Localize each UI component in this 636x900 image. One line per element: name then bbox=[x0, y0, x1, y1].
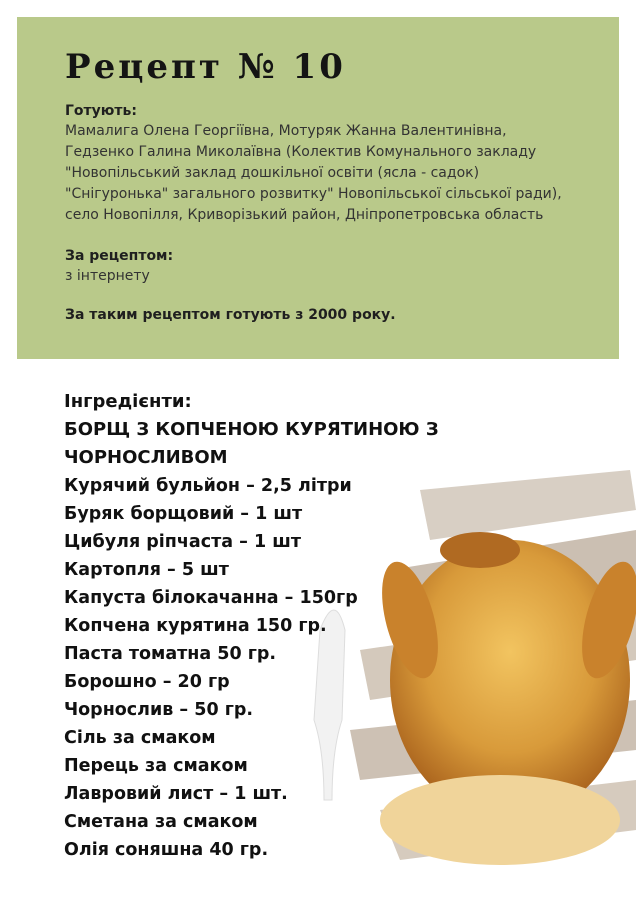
source-text: з інтернету bbox=[65, 268, 150, 284]
ingredient-item: Картопля – 5 шт bbox=[64, 560, 229, 580]
cooks-text: Мамалига Олена Георгіївна, Мотуряк Жанна Валентинівна, Гедзенко Галина Миколаївна (Колектив Комунального закладу "Новопільський заклад дошкільної освіти (ясла - садок) "Снігуронька" загального розвитку" Новопільської сільської ради), село Новопілля, Криворізький район, Дніпропетровська область bbox=[65, 123, 562, 223]
source-label: За рецептом: bbox=[65, 248, 174, 264]
ingredient-item: Буряк борщовий – 1 шт bbox=[64, 504, 303, 524]
ingredient-item: Лавровий лист – 1 шт. bbox=[64, 784, 288, 804]
ingredient-item: Сметана за смаком bbox=[64, 812, 258, 832]
cooks-label: Готують: bbox=[65, 103, 137, 119]
ingredient-item: Цибуля ріпчаста – 1 шт bbox=[64, 532, 301, 552]
ingredient-item: Чорнослив – 50 гр. bbox=[64, 700, 254, 720]
ingredient-item: Копчена курятина 150 гр. bbox=[64, 616, 327, 636]
ingredient-item: Капуста білокачанна – 150гр bbox=[64, 588, 358, 608]
ingredients-section bbox=[64, 388, 444, 864]
recipe-header bbox=[17, 17, 619, 359]
ingredient-item: Борошно – 20 гр bbox=[64, 672, 230, 692]
recipe-title: Рецепт № 10 bbox=[65, 47, 346, 87]
ingredient-item: Паста томатна 50 гр. bbox=[64, 644, 277, 664]
ingredient-item: Сіль за смаком bbox=[64, 728, 216, 748]
ingredient-list bbox=[64, 472, 444, 864]
since-text: За таким рецептом готують з 2000 року. bbox=[65, 307, 396, 323]
ingredient-item: Перець за смаком bbox=[64, 756, 248, 776]
ingredients-title: Інгредієнти: bbox=[64, 391, 192, 412]
dish-name: БОРЩ З КОПЧЕНОЮ КУРЯТИНОЮ З ЧОРНОСЛИВОМ bbox=[64, 419, 439, 468]
ingredient-item: Олія соняшна 40 гр. bbox=[64, 840, 269, 860]
ingredient-item: Курячий бульйон – 2,5 літри bbox=[64, 476, 352, 496]
